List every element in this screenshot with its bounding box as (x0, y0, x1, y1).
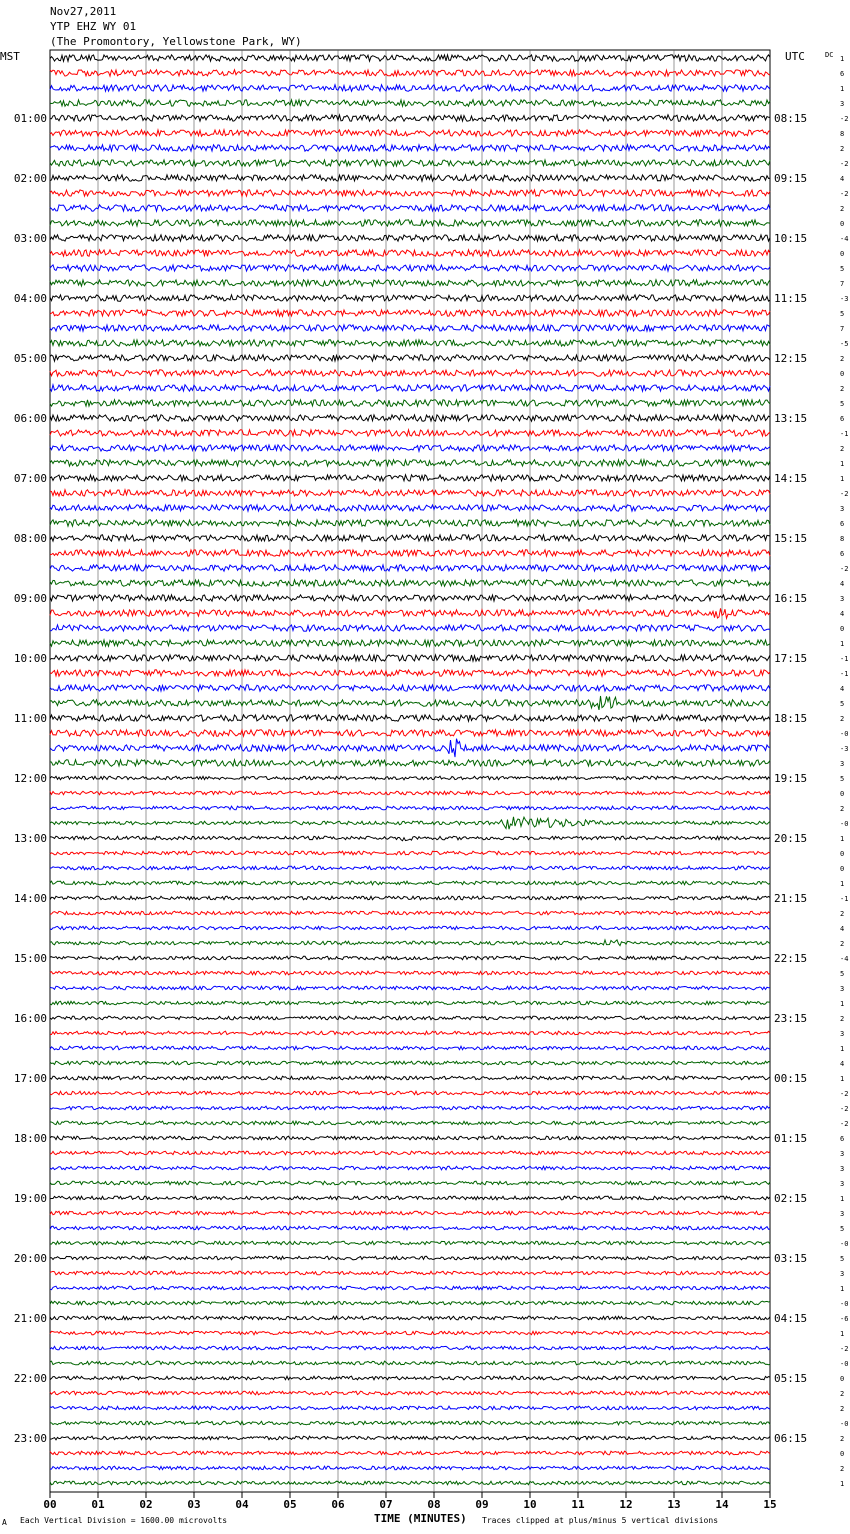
seismic-trace (50, 445, 770, 451)
seismic-trace (50, 130, 770, 136)
dc-offset-label: -5 (840, 340, 849, 348)
dc-offset-label: -2 (840, 490, 849, 498)
seismic-trace (50, 1001, 770, 1005)
seismic-trace (50, 715, 770, 721)
right-hour-label: 05:15 (774, 1372, 808, 1385)
right-hour-label: 17:15 (774, 652, 808, 665)
right-hour-label: 08:15 (774, 112, 808, 125)
dc-offset-label: 0 (840, 865, 845, 873)
dc-offset-label: 6 (840, 70, 845, 78)
clip-note: Traces clipped at plus/minus 5 vertical divisions (482, 1516, 719, 1525)
dc-offset-label: 4 (840, 685, 845, 693)
dc-header-label: DC (825, 51, 834, 59)
dc-offset-label: 1 (840, 1195, 845, 1203)
dc-offset-label: 0 (840, 1450, 845, 1458)
right-timezone-label: UTC (785, 50, 805, 63)
dc-offset-label: 4 (840, 175, 845, 183)
seismic-trace (50, 325, 770, 331)
seismic-trace (50, 310, 770, 316)
seismic-trace (50, 415, 770, 421)
corner-mark: A (2, 1518, 7, 1527)
seismic-trace (50, 55, 770, 61)
seismic-trace (50, 85, 770, 91)
dc-offset-label: -0 (840, 1420, 849, 1428)
dc-offset-label: 1 (840, 460, 845, 468)
x-axis-title: TIME (MINUTES) (374, 1512, 467, 1525)
dc-offset-label: 8 (840, 130, 845, 138)
station-label: YTP EHZ WY 01 (50, 20, 137, 33)
seismic-trace (50, 520, 770, 526)
dc-offset-label: 1 (840, 55, 845, 63)
seismic-trace (50, 145, 770, 151)
seismic-trace (50, 430, 770, 436)
dc-offset-label: 7 (840, 280, 845, 288)
seismic-trace (50, 595, 770, 601)
x-tick-label: 05 (283, 1498, 297, 1511)
seismic-trace (50, 400, 770, 406)
left-hour-label: 10:00 (13, 652, 47, 665)
dc-offset-label: 1 (840, 1480, 845, 1488)
seismic-trace (50, 1181, 770, 1185)
left-hour-label: 14:00 (13, 892, 47, 905)
dc-offset-label: -0 (840, 1360, 849, 1368)
seismic-trace (50, 115, 770, 121)
left-hour-label: 06:00 (13, 412, 47, 425)
left-hour-label: 20:00 (13, 1252, 47, 1265)
right-hour-label: 23:15 (774, 1012, 808, 1025)
seismic-trace (50, 730, 770, 736)
seismic-trace (50, 670, 770, 676)
seismic-trace (50, 971, 770, 975)
dc-offset-label: 1 (840, 1045, 845, 1053)
dc-offset-label: -6 (840, 1315, 849, 1323)
x-tick-label: 00 (43, 1498, 57, 1511)
right-hour-label: 16:15 (774, 592, 808, 605)
dc-offset-label: 5 (840, 1255, 845, 1263)
seismic-trace (50, 760, 770, 766)
seismic-trace (50, 550, 770, 556)
dc-offset-label: 3 (840, 1180, 845, 1188)
seismic-trace (50, 1106, 770, 1110)
seismic-trace (50, 385, 770, 391)
right-hour-label: 20:15 (774, 832, 808, 845)
dc-offset-label: 2 (840, 910, 845, 918)
dc-offset-label: 2 (840, 940, 845, 948)
x-tick-label: 14 (715, 1498, 729, 1511)
x-tick-label: 01 (91, 1498, 105, 1511)
right-hour-label: 11:15 (774, 292, 808, 305)
left-hour-label: 18:00 (13, 1132, 47, 1145)
dc-offset-label: 2 (840, 205, 845, 213)
dc-offset-label: -3 (840, 745, 849, 753)
seismic-trace (50, 475, 770, 481)
dc-offset-label: 6 (840, 1135, 845, 1143)
seismic-trace (50, 1256, 770, 1260)
dc-offset-label: 1 (840, 1000, 845, 1008)
dc-offset-label: 0 (840, 1375, 845, 1383)
left-hour-label: 21:00 (13, 1312, 47, 1325)
dc-offset-label: -3 (840, 295, 849, 303)
seismic-trace (50, 806, 770, 810)
dc-offset-label: 3 (840, 1150, 845, 1158)
seismic-trace (50, 625, 770, 631)
dc-offset-label: 2 (840, 145, 845, 153)
seismic-trace (50, 490, 770, 496)
dc-offset-label: -2 (840, 1090, 849, 1098)
seismic-trace (50, 1031, 770, 1035)
seismic-trace (50, 1481, 770, 1485)
dc-offset-label: 2 (840, 385, 845, 393)
right-hour-label: 18:15 (774, 712, 808, 725)
seismic-trace (50, 1361, 770, 1365)
seismic-trace (50, 851, 770, 855)
seismic-trace (50, 1016, 770, 1020)
seismic-trace (50, 1286, 770, 1290)
seismic-trace (50, 505, 770, 511)
x-tick-label: 04 (235, 1498, 249, 1511)
right-hour-label: 00:15 (774, 1072, 808, 1085)
left-hour-label: 07:00 (13, 472, 47, 485)
x-tick-label: 02 (139, 1498, 153, 1511)
x-tick-label: 10 (523, 1498, 537, 1511)
left-hour-label: 16:00 (13, 1012, 47, 1025)
seismic-trace (50, 940, 770, 946)
dc-offset-label: 3 (840, 595, 845, 603)
x-tick-label: 08 (427, 1498, 441, 1511)
right-hour-label: 14:15 (774, 472, 808, 485)
seismic-trace (50, 1451, 770, 1455)
seismic-trace (50, 986, 770, 990)
dc-offset-label: -2 (840, 190, 849, 198)
dc-offset-label: 3 (840, 1210, 845, 1218)
x-tick-label: 11 (571, 1498, 585, 1511)
seismic-trace (50, 817, 770, 829)
seismic-trace (50, 1271, 770, 1275)
seismic-trace (50, 896, 770, 900)
seismic-trace (50, 175, 770, 181)
seismic-trace (50, 1196, 770, 1200)
left-hour-label: 22:00 (13, 1372, 47, 1385)
dc-offset-label: 1 (840, 475, 845, 483)
seismic-trace (50, 1046, 770, 1050)
seismic-trace (50, 220, 770, 226)
dc-offset-label: 2 (840, 805, 845, 813)
right-hour-label: 09:15 (774, 172, 808, 185)
seismic-trace (50, 696, 770, 710)
seismic-trace (50, 1391, 770, 1395)
left-hour-label: 04:00 (13, 292, 47, 305)
seismic-trace (50, 1406, 770, 1410)
dc-offset-label: 0 (840, 250, 845, 258)
dc-offset-label: -0 (840, 1240, 849, 1248)
dc-offset-label: 6 (840, 550, 845, 558)
dc-offset-label: 8 (840, 535, 845, 543)
dc-offset-label: 3 (840, 505, 845, 513)
dc-offset-label: 5 (840, 775, 845, 783)
seismic-trace (50, 836, 770, 841)
seismic-trace (50, 1346, 770, 1350)
seismic-trace (50, 70, 770, 76)
dc-offset-label: 4 (840, 925, 845, 933)
left-hour-label: 17:00 (13, 1072, 47, 1085)
left-hour-label: 05:00 (13, 352, 47, 365)
seismic-trace (50, 685, 770, 691)
dc-offset-label: 2 (840, 1435, 845, 1443)
x-tick-label: 07 (379, 1498, 393, 1511)
seismic-trace (50, 1211, 770, 1215)
seismic-traces (50, 55, 770, 1485)
seismic-trace (50, 1301, 770, 1305)
seismic-trace (50, 776, 770, 780)
right-hour-label: 10:15 (774, 232, 808, 245)
dc-offset-label: 1 (840, 1075, 845, 1083)
dc-offset-label: 2 (840, 1015, 845, 1023)
dc-offset-label: 3 (840, 1165, 845, 1173)
seismic-trace (50, 190, 770, 196)
seismic-trace (50, 370, 770, 376)
right-hour-label: 19:15 (774, 772, 808, 785)
seismic-trace (50, 1331, 770, 1335)
right-hour-label: 04:15 (774, 1312, 808, 1325)
dc-offset-label: -0 (840, 1300, 849, 1308)
right-hour-label: 01:15 (774, 1132, 808, 1145)
seismic-trace (50, 608, 770, 618)
dc-offset-label: 1 (840, 880, 845, 888)
dc-offset-label: 2 (840, 715, 845, 723)
seismic-trace (50, 1466, 770, 1470)
seismic-trace (50, 1076, 770, 1080)
seismic-trace (50, 1121, 770, 1125)
location-label: (The Promontory, Yellowstone Park, WY) (50, 35, 302, 48)
seismic-trace (50, 1376, 770, 1380)
dc-offset-label: 1 (840, 85, 845, 93)
dc-offset-label: 5 (840, 700, 845, 708)
seismic-trace (50, 1241, 770, 1245)
dc-offset-label: 6 (840, 520, 845, 528)
seismic-trace (50, 866, 770, 870)
dc-offset-label: 0 (840, 850, 845, 858)
x-tick-label: 15 (763, 1498, 777, 1511)
dc-offset-label: 3 (840, 760, 845, 768)
seismic-trace (50, 565, 770, 571)
dc-offset-label: 5 (840, 400, 845, 408)
dc-offset-label: 3 (840, 100, 845, 108)
right-hour-label: 22:15 (774, 952, 808, 965)
seismic-trace (50, 655, 770, 661)
dc-offset-label: 0 (840, 370, 845, 378)
dc-offset-label: -4 (840, 955, 849, 963)
dc-offset-label: -1 (840, 670, 849, 678)
dc-offset-label: -2 (840, 1345, 849, 1353)
seismic-trace (50, 280, 770, 286)
seismic-trace (50, 100, 770, 106)
dc-offset-label: -2 (840, 1120, 849, 1128)
dc-offset-label: 3 (840, 1270, 845, 1278)
x-tick-label: 12 (619, 1498, 633, 1511)
dc-offset-label: 2 (840, 1405, 845, 1413)
right-hour-label: 21:15 (774, 892, 808, 905)
dc-offset-label: 2 (840, 1465, 845, 1473)
dc-offset-label: -0 (840, 820, 849, 828)
seismic-trace (50, 881, 770, 885)
dc-offset-label: 4 (840, 610, 845, 618)
seismic-trace (50, 1136, 770, 1140)
dc-offset-label: 0 (840, 220, 845, 228)
seismic-trace (50, 739, 770, 757)
dc-offset-label: 1 (840, 835, 845, 843)
left-hour-label: 01:00 (13, 112, 47, 125)
seismic-trace (50, 640, 770, 646)
left-hour-label: 15:00 (13, 952, 47, 965)
dc-offset-label: 2 (840, 445, 845, 453)
seismic-trace (50, 265, 770, 271)
seismic-trace (50, 1226, 770, 1230)
dc-offset-label: 2 (840, 1390, 845, 1398)
left-hour-label: 13:00 (13, 832, 47, 845)
right-hour-label: 03:15 (774, 1252, 808, 1265)
date-label: Nov27,2011 (50, 5, 117, 18)
seismic-trace (50, 1316, 770, 1320)
seismic-trace (50, 355, 770, 361)
dc-offset-label: -1 (840, 430, 849, 438)
seismic-trace (50, 1436, 770, 1440)
left-hour-label: 11:00 (13, 712, 47, 725)
seismic-trace (50, 160, 770, 166)
left-timezone-label: MST (0, 50, 20, 63)
left-hour-label: 03:00 (13, 232, 47, 245)
dc-offset-label: -1 (840, 895, 849, 903)
right-hour-label: 12:15 (774, 352, 808, 365)
left-hour-label: 12:00 (13, 772, 47, 785)
seismic-trace (50, 1091, 770, 1095)
dc-offset-label: 1 (840, 1285, 845, 1293)
dc-offset-label: 1 (840, 1330, 845, 1338)
left-hour-label: 23:00 (13, 1432, 47, 1445)
right-hour-label: 02:15 (774, 1192, 808, 1205)
left-hour-label: 02:00 (13, 172, 47, 185)
dc-offset-label: 3 (840, 985, 845, 993)
dc-offset-label: -4 (840, 235, 849, 243)
dc-offset-label: 1 (840, 640, 845, 648)
seismic-trace (50, 926, 770, 930)
seismic-trace (50, 460, 770, 466)
dc-offset-label: -1 (840, 655, 849, 663)
dc-offset-label: -0 (840, 730, 849, 738)
dc-offset-label: 4 (840, 1060, 845, 1068)
dc-offset-label: -2 (840, 115, 849, 123)
seismic-trace (50, 340, 770, 346)
seismic-trace (50, 535, 770, 541)
left-hour-label: 09:00 (13, 592, 47, 605)
seismic-trace (50, 205, 770, 211)
dc-offset-label: 0 (840, 790, 845, 798)
x-tick-label: 06 (331, 1498, 345, 1511)
dc-offset-label: -2 (840, 160, 849, 168)
seismic-trace (50, 956, 770, 960)
seismic-trace (50, 1151, 770, 1155)
seismic-trace (50, 250, 770, 256)
dc-offset-label: 5 (840, 310, 845, 318)
seismic-trace (50, 1421, 770, 1425)
seismic-trace (50, 295, 770, 301)
dc-offset-label: 0 (840, 625, 845, 633)
x-tick-label: 09 (475, 1498, 489, 1511)
right-hour-label: 06:15 (774, 1432, 808, 1445)
x-tick-label: 03 (187, 1498, 201, 1511)
dc-offset-label: 4 (840, 580, 845, 588)
scale-note: Each Vertical Division = 1600.00 microvolts (20, 1516, 228, 1525)
dc-offset-label: 5 (840, 265, 845, 273)
left-hour-label: 08:00 (13, 532, 47, 545)
seismic-trace (50, 580, 770, 586)
dc-offset-label: 5 (840, 1225, 845, 1233)
dc-offset-label: 6 (840, 415, 845, 423)
left-hour-label: 19:00 (13, 1192, 47, 1205)
seismic-trace (50, 235, 770, 241)
seismic-trace (50, 791, 770, 795)
right-hour-label: 13:15 (774, 412, 808, 425)
dc-offset-label: -2 (840, 1105, 849, 1113)
seismic-trace (50, 911, 770, 915)
seismic-trace (50, 1166, 770, 1170)
dc-offset-label: -2 (840, 565, 849, 573)
seismic-trace (50, 1061, 770, 1065)
right-hour-label: 15:15 (774, 532, 808, 545)
x-tick-label: 13 (667, 1498, 681, 1511)
dc-offset-label: 3 (840, 1030, 845, 1038)
dc-offset-label: 5 (840, 970, 845, 978)
dc-offset-label: 2 (840, 355, 845, 363)
dc-offset-label: 7 (840, 325, 845, 333)
